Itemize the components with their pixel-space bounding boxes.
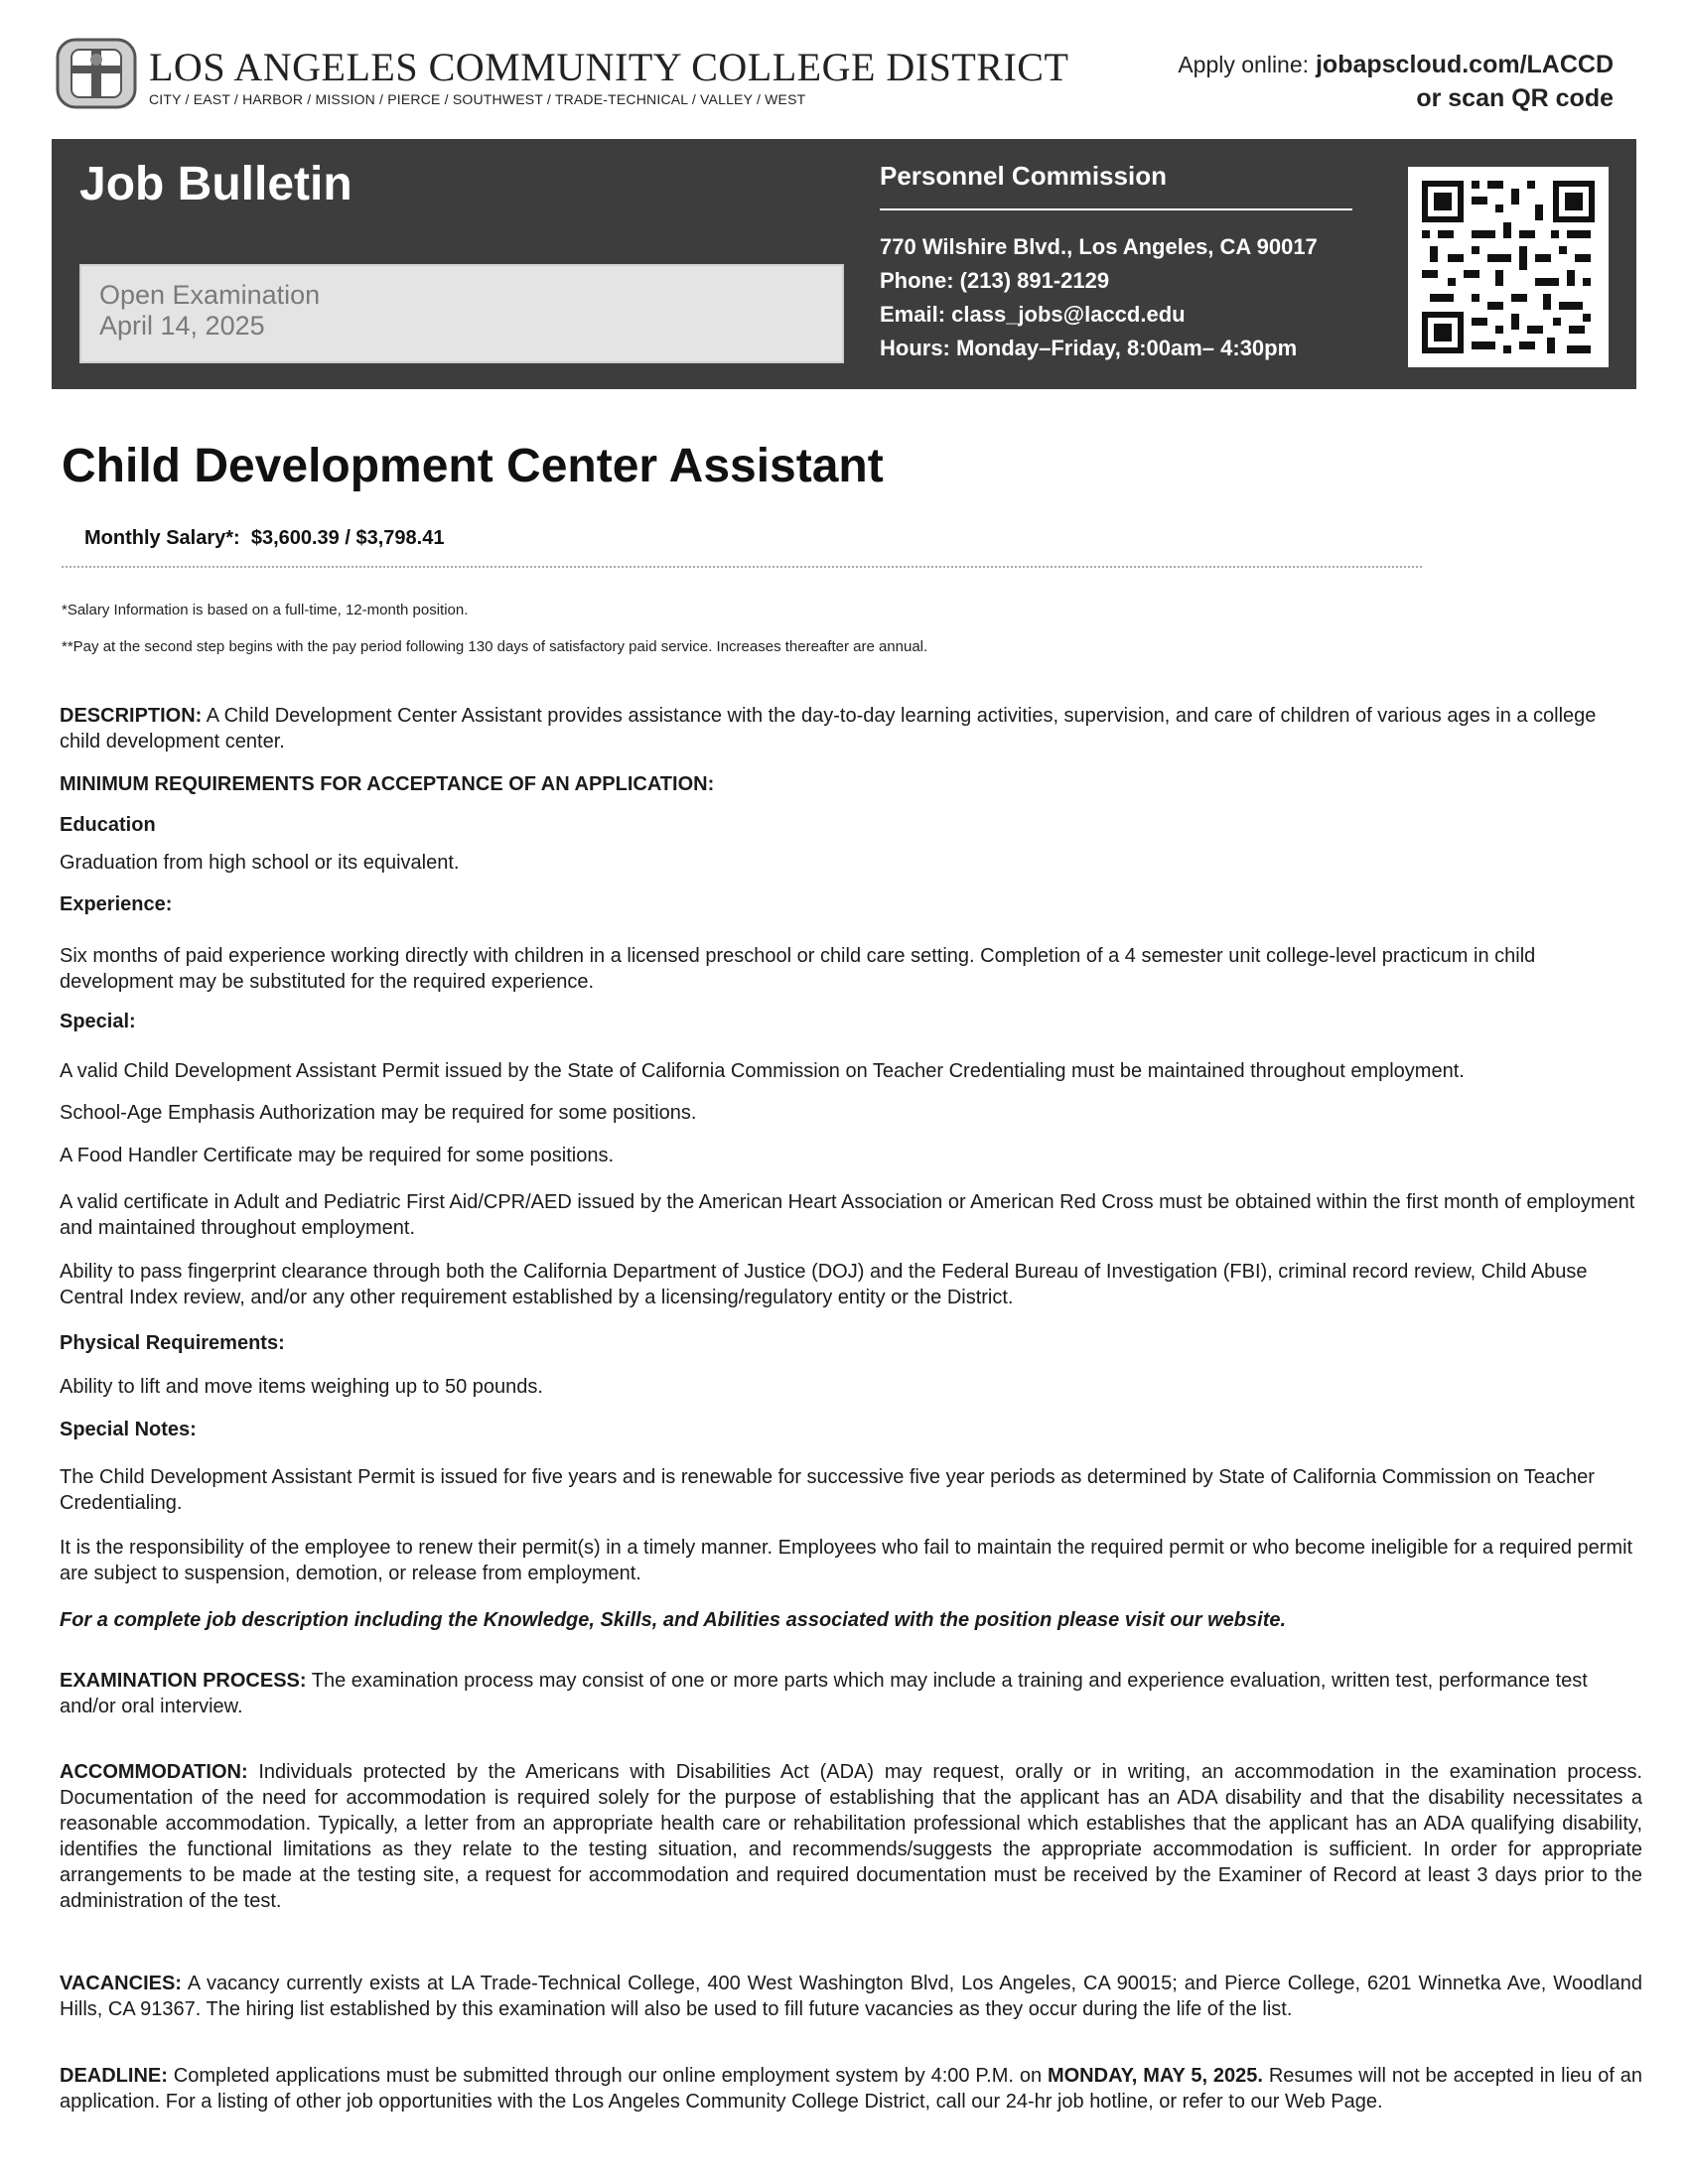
special-item: A valid certificate in Adult and Pediatric First Aid/CPR/AED issued by the American Heart Association or American Red Cross must be obtained within the first month of employment and maintained throughout employment. — [60, 1191, 1635, 1239]
salary-label: Monthly Salary*: — [84, 527, 240, 549]
exam-process-section — [60, 1668, 1642, 1719]
deadline-date: MONDAY, MAY 5, 2025. — [1047, 2065, 1263, 2087]
education-label: Education — [60, 814, 156, 836]
special-item: School-Age Emphasis Authorization may be required for some positions. — [60, 1102, 697, 1124]
apply-label: Apply online: — [1178, 52, 1310, 77]
deadline-text: Completed applications must be submitted through our online employment system by 4:00 P.M. on — [167, 2065, 1048, 2087]
requirements-heading: MINIMUM REQUIREMENTS FOR ACCEPTANCE OF AN APPLICATION: — [60, 773, 715, 795]
apply-link[interactable]: jobapscloud.com/LACCD — [1315, 51, 1614, 78]
office-hours: Hours: Monday–Friday, 8:00am– 4:30pm — [880, 336, 1298, 360]
special-label: Special: — [60, 1011, 136, 1032]
district-name: LOS ANGELES COMMUNITY COLLEGE DISTRICT — [149, 45, 1069, 89]
description-label: DESCRIPTION: — [60, 705, 203, 727]
description-text: A Child Development Center Assistant provides assistance with the day-to-day learning activities, supervision, and care of children of various ages in a college child development center. — [60, 705, 1597, 752]
office-email[interactable]: Email: class_jobs@laccd.edu — [880, 302, 1186, 327]
notes-item: The Child Development Assistant Permit is issued for five years and is renewable for successive five year periods as determined by State of California Commission on Teacher Credentialing. — [60, 1466, 1595, 1514]
physical-label: Physical Requirements: — [60, 1332, 285, 1354]
notes-label: Special Notes: — [60, 1419, 197, 1440]
bulletin-title: Job Bulletin — [79, 158, 352, 210]
accommodation-section — [60, 1759, 1642, 1914]
exam-process-label: EXAMINATION PROCESS: — [60, 1670, 307, 1692]
physical-text: Ability to lift and move items weighing up to 50 pounds. — [60, 1376, 543, 1398]
experience-text: Six months of paid experience working directly with children in a licensed preschool or child care setting. Completion of a 4 semester unit college-level practicum in child development may be substituted for the required experience. — [60, 945, 1536, 993]
vacancies-label: VACANCIES: — [60, 1973, 182, 1994]
education-text: Graduation from high school or its equivalent. — [60, 852, 460, 874]
office-divider — [880, 208, 1352, 210]
qr-code-icon[interactable] — [1408, 167, 1609, 367]
description-section — [60, 703, 1642, 754]
office-address: 770 Wilshire Blvd., Los Angeles, CA 90017 — [880, 234, 1318, 259]
exam-type-box — [79, 264, 844, 363]
office-name: Personnel Commission — [880, 161, 1167, 191]
salary-divider — [62, 566, 1422, 568]
exam-process-text: The examination process may consist of one or more parts which may include a training and experience evaluation, written test, performance test and/or oral interview. — [60, 1670, 1588, 1717]
deadline-section — [60, 2063, 1642, 2115]
apply-online — [1178, 48, 1614, 115]
vacancies-section — [60, 1971, 1642, 2022]
office-contact — [880, 230, 1318, 365]
scan-qr-text: or scan QR code — [1416, 84, 1614, 112]
pay-step-footnote: **Pay at the second step begins with the pay period following 130 days of satisfactory paid service. Increases thereafter are annual. — [62, 638, 928, 655]
accommodation-label: ACCOMMODATION: — [60, 1761, 248, 1783]
deadline-text-cont: Resumes will not be accepted in lieu of an application. For a listing of other job opportunities with the Los Angeles Community College District, call our 24-hr job hotline, or refer to our Web Page. — [60, 2065, 1642, 2113]
special-item: A Food Handler Certificate may be required for some positions. — [60, 1145, 615, 1166]
experience-label: Experience: — [60, 893, 173, 915]
exam-date: April 14, 2025 — [99, 311, 265, 341]
salary-values: $3,600.39 / $3,798.41 — [250, 527, 445, 549]
special-item: A valid Child Development Assistant Permit issued by the State of California Commission on Teacher Credentialing must be maintained throughout employment. — [60, 1060, 1465, 1082]
notes-item: It is the responsibility of the employee to renew their permit(s) in a timely manner. Employees who fail to maintain the required permit or who become ineligible for a required permit are subject to suspension, demotion, or release from employment. — [60, 1537, 1633, 1584]
vacancies-text: A vacancy currently exists at LA Trade-Technical College, 400 West Washington Blvd, Los Angeles, CA 90015; and Pierce College, 6201 Winnetka Ave, Woodland Hills, CA 91367. The hiring list established by this examination will also be used to fill future vacancies as they occur during the life of the list. — [60, 1973, 1642, 2020]
college-list: CITY / EAST / HARBOR / MISSION / PIERCE / SOUTHWEST / TRADE-TECHNICAL / VALLEY / WEST — [149, 91, 806, 107]
monthly-salary — [84, 527, 444, 550]
special-item: Ability to pass fingerprint clearance through both the California Department of Justice (DOJ) and the Federal Bureau of Investigation (FBI), criminal record review, Child Abuse Central Index review, and/or any other requirement established by a licensing/regulatory entity or the District. — [60, 1261, 1588, 1308]
district-logo-icon — [52, 36, 141, 111]
exam-type: Open Examination — [99, 280, 321, 310]
accommodation-text: Individuals protected by the Americans with Disabilities Act (ADA) may request, orally or in writing, an accommodation in the examination process. Documentation of the need for accommodation is required solely for the purpose of establishing that the applicant has an ADA disability and that the disability necessitates a reasonable accommodation. Typically, a letter from an appropriate health care or rehabilitation professional which establishes that the applicant has an ADA qualifying disability, identifies the functional limitations as they relate to the testing situation, and recommends/suggests the appropriate accommodation is sufficient. In order for appropriate arrangements to be made at the testing site, a request for accommodation and required documentation must be received by the Examiner of Record at least 3 days prior to the administration of the test. — [60, 1761, 1642, 1912]
website-note: For a complete job description including the Knowledge, Skills, and Abilities associated with the position please visit our website. — [60, 1609, 1287, 1631]
office-phone: Phone: (213) 891-2129 — [880, 268, 1110, 293]
job-title: Child Development Center Assistant — [62, 440, 884, 492]
salary-footnote: *Salary Information is based on a full-time, 12-month position. — [62, 602, 469, 618]
deadline-label: DEADLINE: — [60, 2065, 168, 2087]
